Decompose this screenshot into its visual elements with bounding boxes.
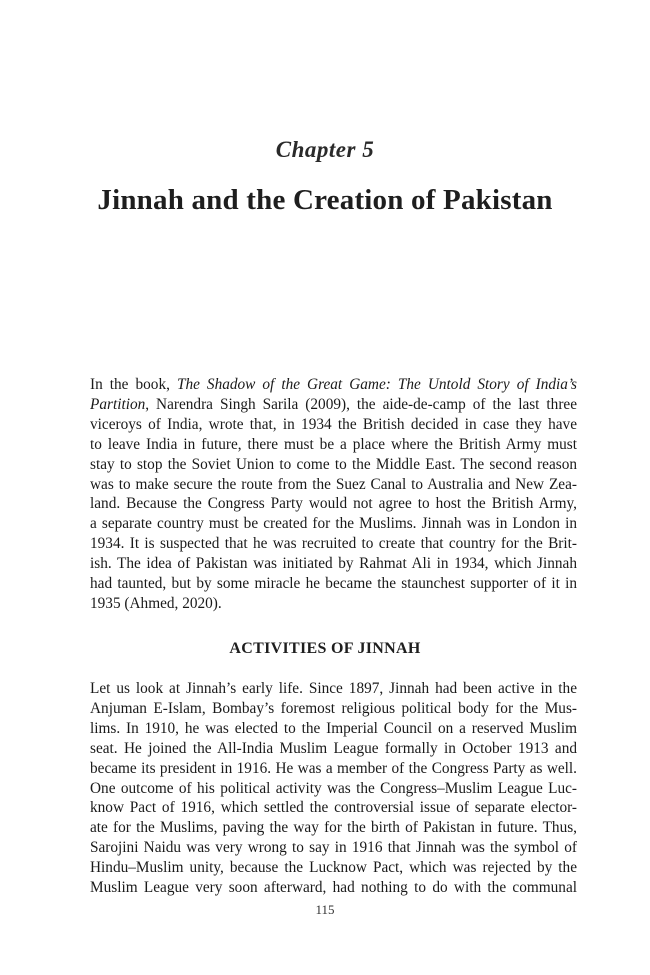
chapter-title: Jinnah and the Creation of Pakistan <box>97 184 553 216</box>
paragraph-line: Hindu–Muslim unity, because the Lucknow Pact, which was rejected by the <box>90 859 577 877</box>
book-title-italic: The Shadow of the Great Game: The Untold Story of India’s <box>176 376 577 393</box>
paragraph-line: seat. He joined the All-India Muslim League formally in October 1913 and <box>90 739 577 757</box>
paragraph-line: had taunted, but by some miracle he became the staunchest supporter of it in <box>90 575 577 593</box>
paragraph-line: Sarojini Naidu was very wrong to say in 1916 that Jinnah was the symbol of <box>90 839 577 857</box>
paragraph-line: to leave India in future, there must be a place where the British Army must <box>90 435 577 453</box>
paragraph-line: became its president in 1916. He was a member of the Congress Party as well. <box>90 759 577 777</box>
paragraph-line: a separate country must be created for the Muslims. Jinnah was in London in <box>90 515 577 533</box>
chapter-number: Chapter 5 <box>275 137 375 162</box>
paragraph-line: Partition, Narendra Singh Sarila (2009), the aide-de-camp of the last three <box>90 395 577 413</box>
section-heading: ACTIVITIES OF JINNAH <box>229 640 421 657</box>
paragraph-line: 1935 (Ahmed, 2020). <box>90 594 222 612</box>
paragraph-line: stay to stop the Soviet Union to come to the Middle East. The second reason <box>90 455 577 473</box>
paragraph-line: One outcome of his political activity was the Congress–Muslim League Luc- <box>90 779 577 797</box>
paragraph-line: know Pact of 1916, which settled the controversial issue of separate elector- <box>90 799 577 817</box>
section-paragraph <box>90 679 577 898</box>
paragraph-line: ate for the Muslims, paving the way for the birth of Pakistan in future. Thus, <box>90 819 577 837</box>
paragraph-line: Anjuman E-Islam, Bombay’s foremost religious political body for the Mus- <box>90 699 577 717</box>
book-title-italic: Partition <box>90 395 146 413</box>
paragraph-line: Let us look at Jinnah’s early life. Since 1897, Jinnah had been active in the <box>90 680 577 697</box>
paragraph-line: lims. In 1910, he was elected to the Imperial Council on a reserved Muslim <box>90 719 577 737</box>
paragraph-line: Muslim League very soon afterward, had nothing to do with the communal <box>90 879 577 897</box>
intro-paragraph <box>90 375 577 614</box>
paragraph-line: ish. The idea of Pakistan was initiated by Rahmat Ali in 1934, which Jinnah <box>90 555 577 573</box>
paragraph-line: land. Because the Congress Party would not agree to host the British Army, <box>90 495 577 513</box>
paragraph-line: viceroys of India, wrote that, in 1934 the British decided in case they have <box>90 415 577 433</box>
page-number: 115 <box>315 902 335 917</box>
paragraph-line: 1934. It is suspected that he was recruited to create that country for the Brit- <box>90 535 577 553</box>
paragraph-line: was to make secure the route from the Suez Canal to Australia and New Zea- <box>90 475 577 493</box>
paragraph-line: In the book, The Shadow of the Great Game: The Untold Story of India’s <box>90 376 577 393</box>
